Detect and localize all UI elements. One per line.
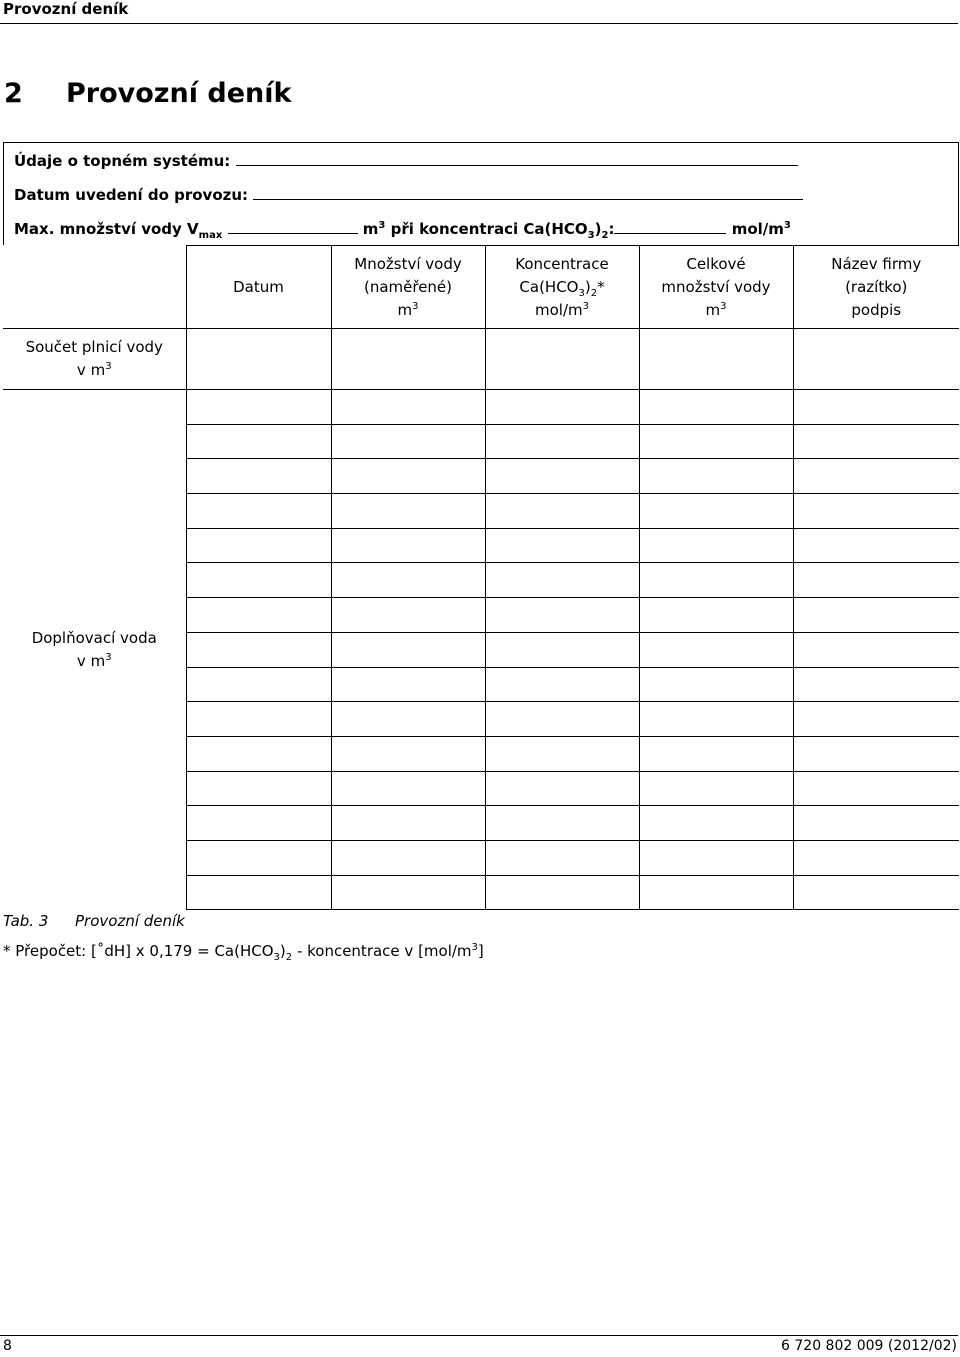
table-cell[interactable] xyxy=(639,563,793,598)
header-measured-line1: Množství vody xyxy=(354,254,462,273)
table-cell[interactable] xyxy=(186,459,331,494)
table-cell[interactable] xyxy=(793,528,959,563)
max-water-line xyxy=(14,218,791,241)
corner-cell xyxy=(3,246,186,329)
table-cell[interactable] xyxy=(331,528,485,563)
table-cell[interactable] xyxy=(793,598,959,633)
table-cell[interactable] xyxy=(186,771,331,806)
running-header: Provozní deník xyxy=(3,0,129,18)
concentration-colon: : xyxy=(608,220,615,238)
footnote-exp: 3 xyxy=(471,942,478,953)
table-cell[interactable] xyxy=(485,528,639,563)
section-title: Provozní deník xyxy=(66,78,292,109)
table-cell[interactable] xyxy=(186,875,331,910)
volume-unit: m xyxy=(362,220,379,238)
table-cell[interactable] xyxy=(793,563,959,598)
header-date xyxy=(186,246,331,329)
table-cell[interactable] xyxy=(331,329,485,390)
makeup-water-label-line1: Doplňovací voda xyxy=(31,628,157,647)
table-cell[interactable] xyxy=(485,424,639,459)
table-cell[interactable] xyxy=(485,840,639,875)
table-cell[interactable] xyxy=(639,390,793,425)
table-cell[interactable] xyxy=(186,806,331,841)
header-rule xyxy=(0,23,958,24)
table-cell[interactable] xyxy=(186,563,331,598)
table-cell[interactable] xyxy=(639,771,793,806)
table-cell[interactable] xyxy=(331,563,485,598)
table-cell[interactable] xyxy=(331,702,485,737)
header-company-line1: Název firmy xyxy=(831,254,922,273)
fill-water-label-line2: v m xyxy=(76,361,106,379)
table-cell[interactable] xyxy=(485,736,639,771)
table-cell[interactable] xyxy=(331,875,485,910)
table-cell[interactable] xyxy=(485,702,639,737)
footnote-sub3: 3 xyxy=(273,952,280,963)
fill-water-label-line1: Součet plnicí vody xyxy=(25,338,163,356)
header-conc-line1: Koncentrace xyxy=(515,254,609,273)
footnote xyxy=(3,942,484,963)
table-cell[interactable] xyxy=(639,494,793,529)
table-cell[interactable] xyxy=(186,424,331,459)
table-cell[interactable] xyxy=(331,736,485,771)
footnote-sub2: 2 xyxy=(285,952,293,963)
caption-table-number: Tab. 3 xyxy=(3,912,49,930)
fill-water-exp: 3 xyxy=(105,361,112,372)
concentration-sub3: 3 xyxy=(587,230,595,241)
volume-unit-exponent: 3 xyxy=(378,220,386,231)
header-measured-line2: (naměřené) xyxy=(363,277,453,296)
concentration-unit-exponent: 3 xyxy=(783,220,791,231)
concentration-field[interactable] xyxy=(614,218,726,234)
table-cell[interactable] xyxy=(639,702,793,737)
table-cell[interactable] xyxy=(793,806,959,841)
table-cell[interactable] xyxy=(485,598,639,633)
fill-water-label xyxy=(3,329,186,390)
concentration-sub2: 2 xyxy=(601,230,609,241)
section-number: 2 xyxy=(4,78,23,109)
table-cell[interactable] xyxy=(331,494,485,529)
makeup-water-label xyxy=(3,390,186,910)
header-concentration: Koncentrace $Ca(HCO_3)_2*$ mol/$m^3$ xyxy=(485,246,639,329)
header-measured-volume xyxy=(331,246,485,329)
table-caption xyxy=(3,912,185,930)
section-heading xyxy=(4,78,291,109)
table-cell[interactable] xyxy=(639,598,793,633)
table-cell[interactable] xyxy=(485,667,639,702)
table-cell[interactable] xyxy=(793,424,959,459)
table-cell[interactable] xyxy=(186,528,331,563)
table-cell[interactable] xyxy=(639,329,793,390)
header-total-line2: množství vody xyxy=(661,277,771,296)
header-conc-sub3: 3 xyxy=(578,287,585,299)
max-subscript: max xyxy=(198,230,223,241)
concentration-paren: ) xyxy=(594,220,602,238)
makeup-water-exp: 3 xyxy=(105,651,112,663)
table-cell[interactable] xyxy=(485,771,639,806)
table-cell[interactable] xyxy=(331,771,485,806)
table-cell[interactable] xyxy=(331,632,485,667)
header-conc-sub2: 2 xyxy=(590,287,598,299)
table-header-row xyxy=(3,246,959,329)
table-cell[interactable] xyxy=(485,329,639,390)
table-cell[interactable] xyxy=(186,736,331,771)
table-cell[interactable] xyxy=(793,667,959,702)
heating-system-label: Údaje o topném systému: xyxy=(14,152,231,170)
commissioning-date-field[interactable] xyxy=(253,184,803,200)
table-cell[interactable] xyxy=(331,667,485,702)
header-total-unit: m xyxy=(705,300,721,319)
footer-rule xyxy=(0,1335,958,1336)
concentration-unit: mol/m xyxy=(731,220,784,238)
header-conc-unit: mol/m xyxy=(535,300,583,319)
table-cell[interactable] xyxy=(639,736,793,771)
makeup-water-label-line2: v m xyxy=(76,651,106,670)
table-cell[interactable] xyxy=(793,459,959,494)
table-cell[interactable] xyxy=(639,667,793,702)
concentration-label: při koncentraci Ca(HCO xyxy=(390,220,588,238)
table-row xyxy=(3,390,959,425)
commissioning-line xyxy=(14,184,803,204)
page-number: 8 xyxy=(3,1338,12,1354)
document-id: 6 720 802 009 (2012/02) xyxy=(781,1338,957,1354)
table-cell[interactable] xyxy=(331,598,485,633)
table-cell[interactable] xyxy=(485,459,639,494)
table-cell[interactable] xyxy=(793,771,959,806)
table-cell[interactable] xyxy=(485,494,639,529)
header-conc-exp: 3 xyxy=(582,300,589,312)
table-cell[interactable] xyxy=(639,424,793,459)
commissioning-label: Datum uvedení do provozu: xyxy=(14,186,249,204)
table-cell[interactable] xyxy=(485,632,639,667)
fill-water-row xyxy=(3,329,959,390)
table-cell[interactable] xyxy=(639,840,793,875)
max-water-label: Max. množství vody V xyxy=(14,220,199,238)
header-total-volume xyxy=(639,246,793,329)
table-cell[interactable] xyxy=(793,494,959,529)
table-cell[interactable] xyxy=(793,632,959,667)
table-cell[interactable] xyxy=(639,528,793,563)
header-measured-unit: m xyxy=(397,300,413,319)
header-company-line3: podpis xyxy=(851,300,902,319)
footnote-prefix: * Přepočet: [˚dH] x 0,179 = Ca(HCO xyxy=(3,942,274,960)
header-date-text: Datum xyxy=(233,277,284,296)
table-cell[interactable] xyxy=(186,390,331,425)
operating-log-table xyxy=(3,245,959,910)
table-cell[interactable] xyxy=(331,424,485,459)
table-cell[interactable] xyxy=(186,494,331,529)
table-cell[interactable] xyxy=(186,667,331,702)
table-cell[interactable] xyxy=(793,329,959,390)
table-cell[interactable] xyxy=(793,736,959,771)
table-cell[interactable] xyxy=(639,875,793,910)
table-cell[interactable] xyxy=(485,875,639,910)
header-company-line2: (razítko) xyxy=(845,277,908,296)
header-conc-asterisk: * xyxy=(597,277,605,296)
max-water-volume-field[interactable] xyxy=(228,218,358,234)
table-cell[interactable] xyxy=(186,598,331,633)
table-cell[interactable] xyxy=(331,390,485,425)
header-total-exp: 3 xyxy=(720,300,727,312)
table-cell[interactable] xyxy=(186,632,331,667)
table-cell[interactable] xyxy=(186,329,331,390)
table-cell[interactable] xyxy=(485,563,639,598)
table-cell[interactable] xyxy=(639,459,793,494)
footnote-middle: - koncentrace v [mol/m xyxy=(296,942,472,960)
table-cell[interactable] xyxy=(485,806,639,841)
table-cell[interactable] xyxy=(331,459,485,494)
table-cell[interactable] xyxy=(186,840,331,875)
table-cell[interactable] xyxy=(793,840,959,875)
table-cell[interactable] xyxy=(485,390,639,425)
table-cell[interactable] xyxy=(793,702,959,737)
table-cell[interactable] xyxy=(186,702,331,737)
caption-text: Provozní deník xyxy=(75,912,185,930)
table-cell[interactable] xyxy=(639,806,793,841)
footnote-end: ] xyxy=(477,942,484,960)
heating-system-field[interactable] xyxy=(236,150,798,166)
footnote-paren: ) xyxy=(279,942,286,960)
header-total-line1: Celkové xyxy=(686,254,746,273)
table-cell[interactable] xyxy=(331,840,485,875)
header-conc-formula: Ca(HCO xyxy=(519,277,579,296)
table-cell[interactable] xyxy=(793,390,959,425)
header-company xyxy=(793,246,959,329)
system-info-box xyxy=(3,142,959,245)
table-cell[interactable] xyxy=(793,875,959,910)
table-cell[interactable] xyxy=(639,632,793,667)
heating-system-line xyxy=(14,150,798,170)
table-cell[interactable] xyxy=(331,806,485,841)
header-measured-exp: 3 xyxy=(412,300,419,312)
